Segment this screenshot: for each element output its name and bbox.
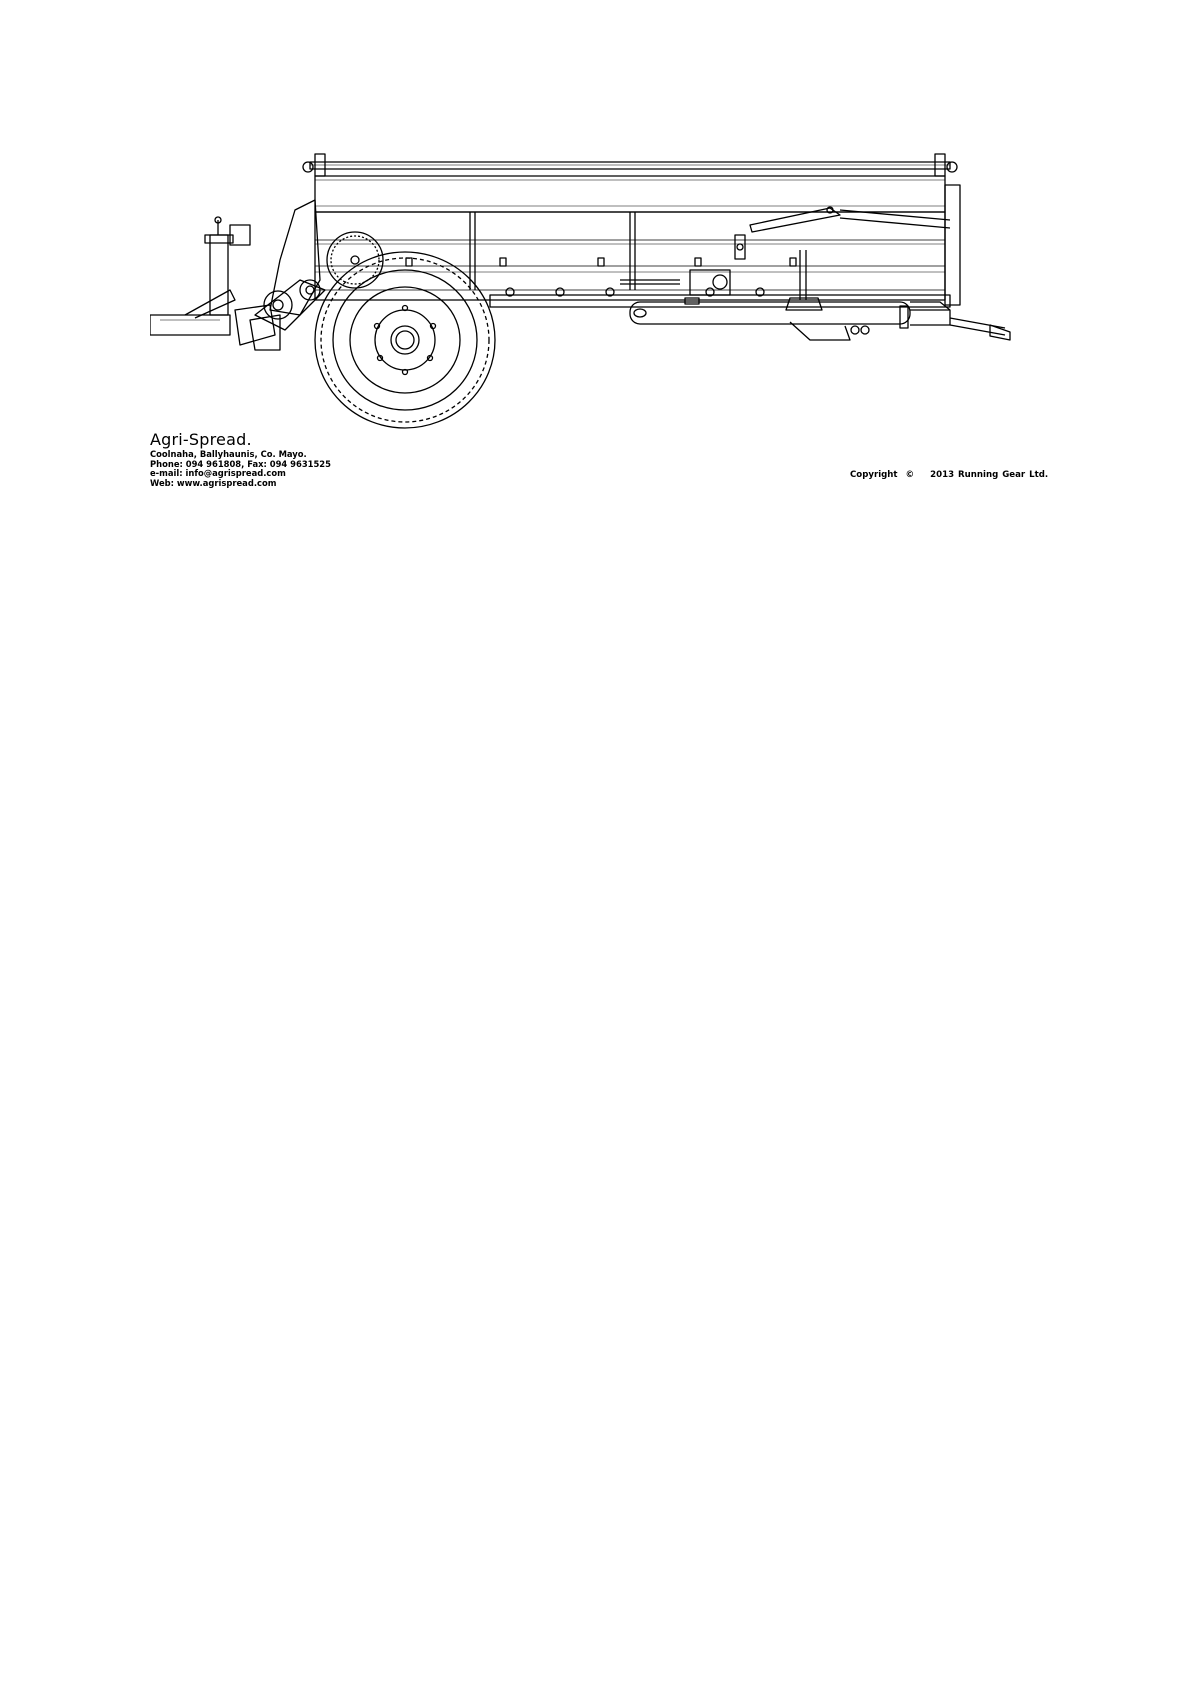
company-name: Agri-Spread.: [150, 430, 252, 449]
top-rail: [303, 154, 957, 176]
company-web: Web: www.agrispread.com: [150, 477, 277, 488]
gearbox: [620, 270, 730, 304]
company-contact-block: [150, 432, 331, 488]
company-phone-fax: Phone: 094 961808, Fax: 094 9631525: [150, 458, 331, 469]
copyright-symbol: ©: [905, 470, 915, 480]
rear-chute: [150, 290, 280, 350]
hopper-body: [315, 176, 945, 300]
rear-spinner-assembly: [205, 200, 383, 330]
copyright-notice: [850, 470, 1048, 480]
copyright-text: 2013 Running Gear Ltd.: [930, 470, 1049, 480]
copyright-label: Copyright: [850, 470, 898, 480]
front-arm: [735, 185, 960, 305]
spreader-side-elevation-drawing: [150, 140, 1030, 440]
main-wheel: [315, 252, 495, 428]
chassis-drawbar: [490, 250, 1010, 340]
company-email: e-mail: info@agrispread.com: [150, 468, 286, 478]
company-address: Coolnaha, Ballyhaunis, Co. Mayo.: [150, 449, 307, 459]
